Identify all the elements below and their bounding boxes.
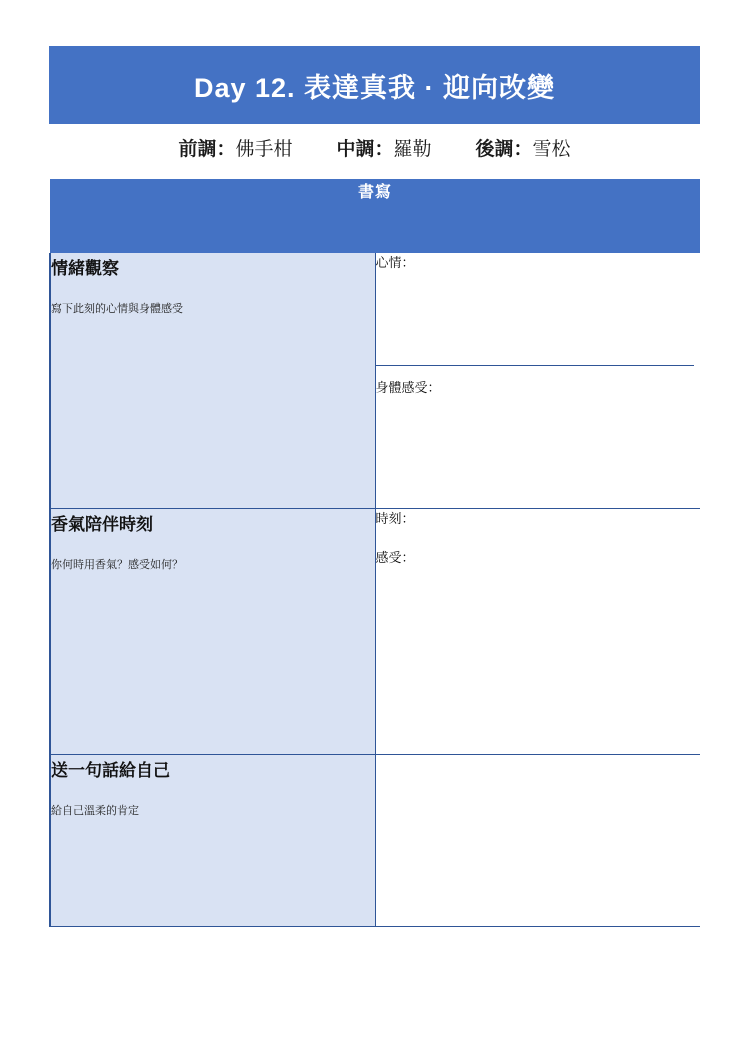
row-label-aroma <box>50 509 375 755</box>
body-feeling-field-block[interactable] <box>376 366 701 508</box>
table-row <box>50 253 700 509</box>
row-desc-aroma: 你何時用香氣？感受如何？ <box>51 559 183 572</box>
note-top-value: 佛手柑 <box>235 138 293 160</box>
row-desc-emotion: 寫下此刻的心情與身體感受 <box>51 303 183 316</box>
fragrance-notes-row <box>49 124 700 170</box>
row-title-aroma: 香氣陪伴時刻 <box>51 515 153 534</box>
row-content-emotion[interactable] <box>375 253 700 509</box>
table-row <box>50 509 700 755</box>
row-label-message <box>50 755 375 927</box>
mood-field-block[interactable] <box>376 253 701 365</box>
title-banner <box>49 46 700 124</box>
column-header-writing: 書寫 <box>50 179 700 253</box>
field-label-body-feeling: 身體感受： <box>375 380 441 395</box>
worksheet-table <box>49 179 700 927</box>
note-middle <box>336 134 431 161</box>
note-top-label: 前調： <box>178 138 236 160</box>
field-label-moment: 時刻： <box>375 511 415 526</box>
note-base-value: 雪松 <box>532 138 571 160</box>
field-spacer <box>376 530 701 548</box>
worksheet-page <box>49 46 700 927</box>
row-title-message: 送一句話給自己 <box>51 761 170 780</box>
table-row <box>50 755 700 927</box>
row-title-emotion: 情緒觀察 <box>51 259 119 278</box>
note-middle-value: 羅勒 <box>393 138 432 160</box>
row-label-emotion <box>50 253 375 509</box>
note-base-label: 後調： <box>475 138 533 160</box>
field-label-mood: 心情： <box>375 255 415 270</box>
note-middle-label: 中調： <box>336 138 394 160</box>
row-content-message[interactable] <box>375 755 700 927</box>
note-base <box>476 134 571 161</box>
note-top <box>178 134 292 161</box>
table-header-row <box>50 179 700 253</box>
page-title: Day 12. 表達真我 · 迎向改變 <box>193 72 556 103</box>
field-label-feeling: 感受： <box>375 549 415 565</box>
row-desc-message: 給自己溫柔的肯定 <box>51 805 139 818</box>
row-content-aroma[interactable] <box>375 509 700 755</box>
